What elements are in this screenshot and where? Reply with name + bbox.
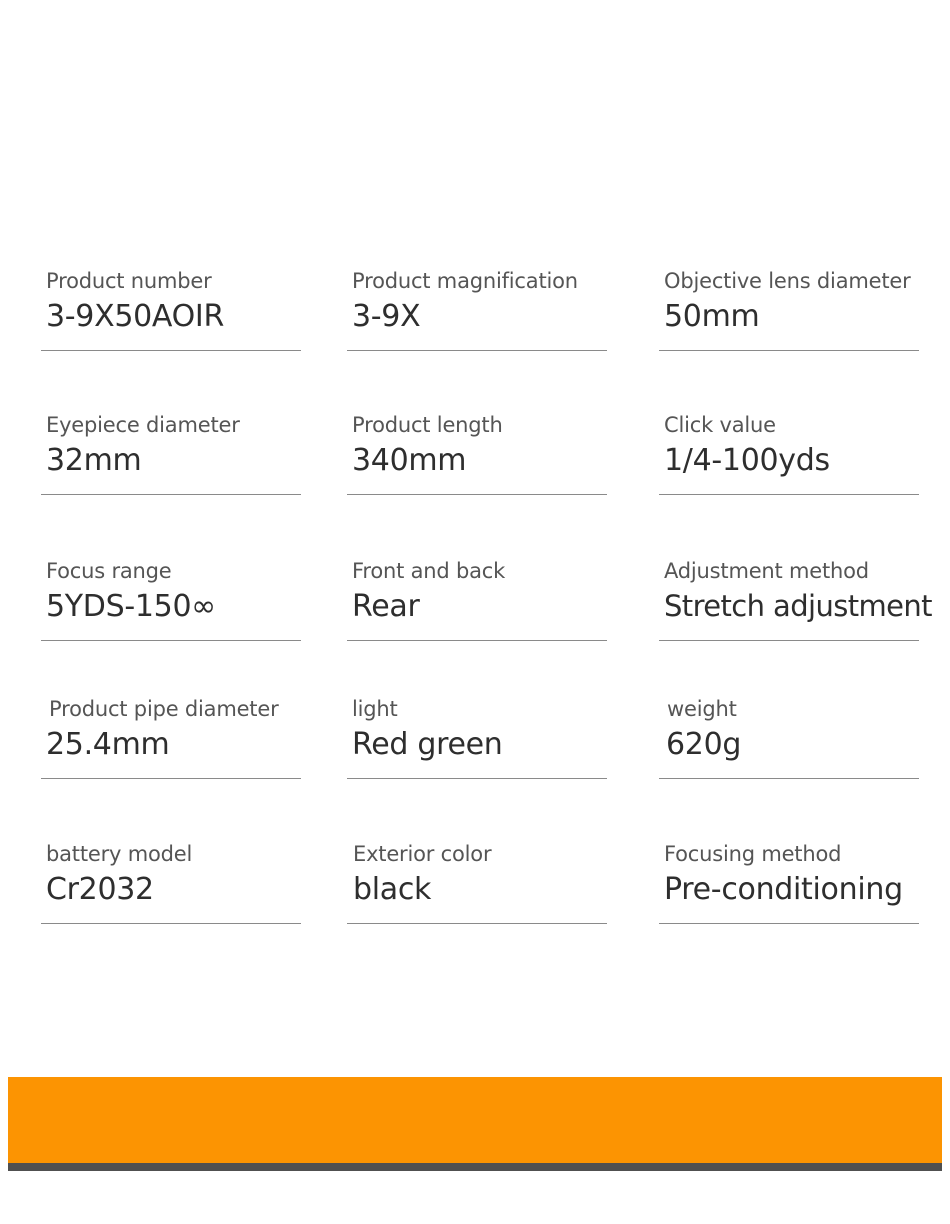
divider [41,494,301,495]
spec-weight [659,697,919,779]
spec-value: Pre-conditioning [664,872,903,907]
spec-eyepiece-diameter [41,413,301,495]
divider [659,350,919,351]
spec-value: Cr2032 [46,872,154,907]
spec-adjustment-method [659,559,932,641]
spec-label: Product magnification [352,269,578,293]
divider [347,923,607,924]
spec-battery-model [41,842,301,924]
spec-value: black [353,872,432,907]
divider [659,494,919,495]
spec-focus-range [41,559,301,641]
spec-value: 25.4mm [46,727,170,762]
spec-objective-lens-diameter [659,269,919,351]
spec-label: Focusing method [664,842,842,866]
footer-banner [8,1077,942,1163]
spec-label: Front and back [352,559,506,583]
divider [347,350,607,351]
spec-front-and-back [347,559,607,641]
divider [41,350,301,351]
spec-label: Objective lens diameter [664,269,911,293]
spec-label: Product length [352,413,503,437]
spec-label: Eyepiece diameter [46,413,240,437]
spec-value: Red green [352,727,503,762]
spec-light [347,697,607,779]
divider [659,778,919,779]
spec-label: Exterior color [353,842,492,866]
spec-value: 32mm [46,443,142,478]
spec-value: 3-9X [352,299,421,334]
spec-value: 620g [666,727,742,762]
spec-label: light [352,697,398,721]
spec-value: 3-9X50AOIR [46,299,225,334]
divider [41,923,301,924]
spec-click-value [659,413,919,495]
divider [347,494,607,495]
spec-label: Click value [664,413,776,437]
spec-focusing-method [659,842,919,924]
spec-label: Adjustment method [664,559,869,583]
footer-banner-shadow [8,1163,942,1171]
spec-value: Stretch adjustment [664,589,932,623]
divider [41,640,301,641]
spec-product-pipe-diameter [41,697,301,779]
spec-label: Product number [46,269,212,293]
spec-label: Focus range [46,559,172,583]
spec-exterior-color [347,842,607,924]
spec-value: 50mm [664,299,760,334]
spec-value: 340mm [352,443,467,478]
spec-product-number [41,269,301,351]
spec-label: battery model [46,842,193,866]
spec-product-magnification [347,269,607,351]
spec-value: 1/4-100yds [664,443,830,478]
divider [659,923,919,924]
spec-label: Product pipe diameter [49,697,279,721]
divider [347,640,607,641]
spec-product-length [347,413,607,495]
divider [659,640,919,641]
spec-value: 5YDS-150∞ [46,589,216,624]
divider [347,778,607,779]
spec-label: weight [667,697,737,721]
divider [41,778,301,779]
spec-value: Rear [352,589,420,624]
